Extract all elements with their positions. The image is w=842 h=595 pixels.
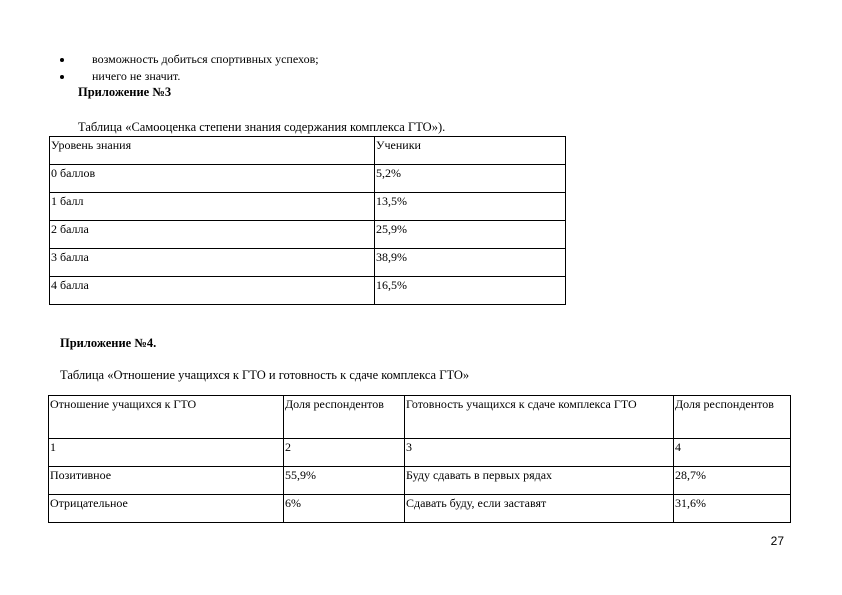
table-row <box>50 249 566 277</box>
table-cell: 16,5% <box>375 277 566 305</box>
knowledge-table <box>49 136 566 305</box>
table-cell: 2 <box>284 439 405 467</box>
table-cell: 2 балла <box>50 221 375 249</box>
table-header-row <box>50 137 566 165</box>
table-cell: 4 балла <box>50 277 375 305</box>
appendix4-heading: Приложение №4. <box>60 336 157 350</box>
table-header-cell: Готовность учащихся к сдаче комплекса ГТО <box>405 396 674 439</box>
table-cell: 55,9% <box>284 467 405 495</box>
table-cell: 4 <box>674 439 791 467</box>
table-header-cell: Доля респондентов <box>674 396 791 439</box>
bullet-list <box>60 51 319 85</box>
bullet-dot-icon <box>60 58 64 62</box>
table-cell: 38,9% <box>375 249 566 277</box>
bullet-item: ничего не значит. <box>60 68 319 85</box>
table-cell: Сдавать буду, если заставят <box>405 495 674 523</box>
table-header-cell: Ученики <box>375 137 566 165</box>
appendix4-caption: Таблица «Отношение учащихся к ГТО и готовность к сдаче комплекса ГТО» <box>60 368 470 382</box>
table-row <box>50 193 566 221</box>
table-cell: Позитивное <box>49 467 284 495</box>
table-row <box>50 165 566 193</box>
attitude-table <box>48 395 791 523</box>
table-header-cell: Отношение учащихся к ГТО <box>49 396 284 439</box>
table-cell: 25,9% <box>375 221 566 249</box>
table-row <box>49 495 791 523</box>
table-row <box>50 277 566 305</box>
table-cell: 13,5% <box>375 193 566 221</box>
table-cell: 1 <box>49 439 284 467</box>
bullet-dot-icon <box>60 75 64 79</box>
table-header-cell: Доля респондентов <box>284 396 405 439</box>
appendix3-caption: Таблица «Самооценка степени знания содержания комплекса ГТО»). <box>78 120 446 134</box>
table-cell: 31,6% <box>674 495 791 523</box>
table-cell: 3 балла <box>50 249 375 277</box>
table-header-cell: Уровень знания <box>50 137 375 165</box>
appendix3-heading: Приложение №3 <box>78 85 172 99</box>
table-row <box>50 221 566 249</box>
table-header-row <box>49 396 791 439</box>
page-number: 27 <box>770 534 784 548</box>
table-cell: 3 <box>405 439 674 467</box>
table-cell: 5,2% <box>375 165 566 193</box>
table-cell: Буду сдавать в первых рядах <box>405 467 674 495</box>
table-cell: 6% <box>284 495 405 523</box>
table-row <box>49 467 791 495</box>
table-cell: 0 баллов <box>50 165 375 193</box>
bullet-item: возможность добиться спортивных успехов; <box>60 51 319 68</box>
table-cell: Отрицательное <box>49 495 284 523</box>
table-number-row <box>49 439 791 467</box>
table-cell: 28,7% <box>674 467 791 495</box>
table-cell: 1 балл <box>50 193 375 221</box>
